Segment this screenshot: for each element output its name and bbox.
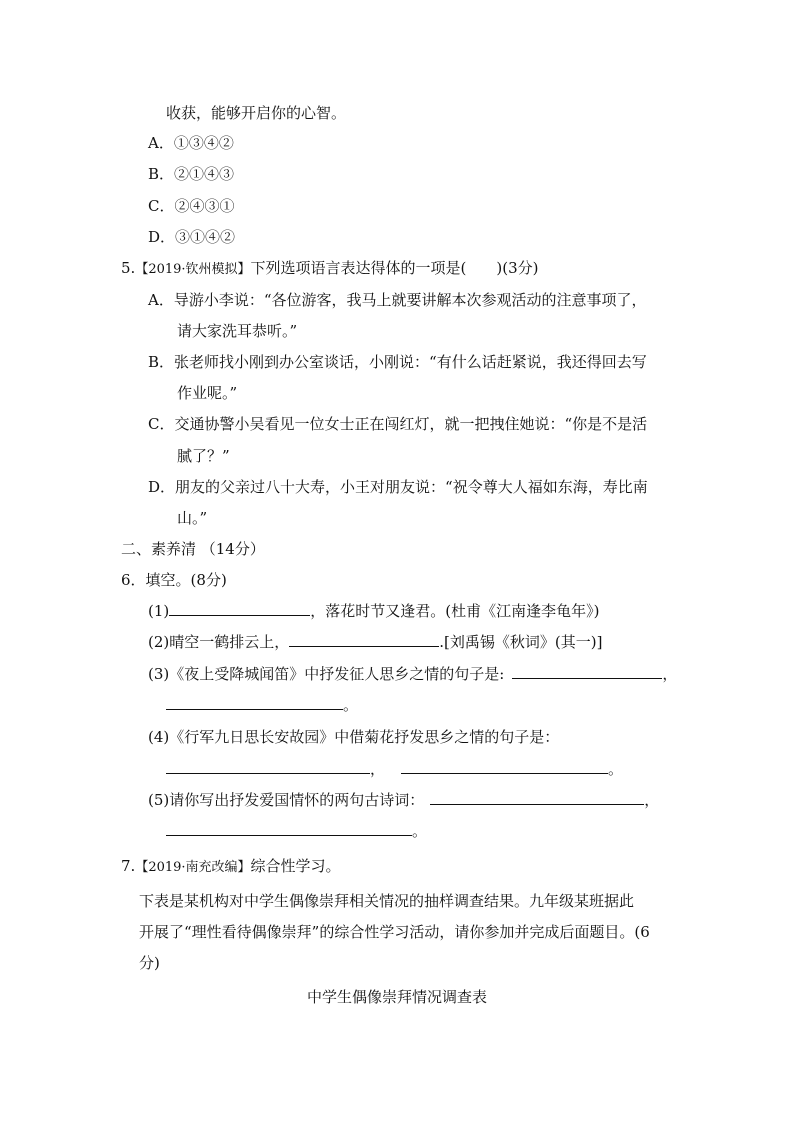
option-text: 导游小李说：“各位游客，我马上就要讲解本次参观活动的注意事项了， (173, 291, 647, 309)
option-text: ②①④③ (174, 165, 235, 183)
option-letter: C． (148, 197, 175, 215)
option-text: 交通协警小吴看见一位女士正在闯红灯，就一把拽住她说：“你是不是活 (174, 415, 648, 433)
option-letter: D． (148, 228, 176, 246)
q7-paragraph-line-1: 下表是某机构对中学生偶像崇拜相关情况的抽样调查结果。九年级某班据此 (139, 892, 635, 910)
option-letter: B． (148, 353, 175, 371)
option-text: 张老师找小刚到办公室谈话，小刚说：“有什么话赶紧说，我还得回去写 (174, 353, 647, 371)
section-heading: 二、素养清 （14分） (121, 540, 265, 558)
q6-item-2 (148, 632, 602, 652)
q5-option-b (148, 352, 647, 372)
option-letter: B． (148, 165, 175, 183)
question-6-heading: 6．填空。(8分) (121, 571, 227, 589)
answer-blank[interactable] (169, 601, 310, 616)
option-letter: C． (148, 415, 175, 433)
option-letter: A． (148, 291, 174, 309)
option-c (148, 196, 235, 216)
option-d (148, 227, 235, 247)
answer-blank[interactable] (166, 695, 343, 710)
q5-option-a-cont: 请大家洗耳恭听。” (177, 322, 298, 340)
option-letter: A． (148, 134, 174, 152)
q7-paragraph-line-3: 分) (139, 954, 160, 972)
answer-blank[interactable] (401, 759, 608, 774)
q7-paragraph-line-2: 开展了“理性看待偶像崇拜”的综合性学习活动，请你参加并完成后面题目。(6 (139, 923, 650, 941)
option-text: ③①④② (175, 228, 236, 246)
option-text: ①③④② (173, 134, 234, 152)
option-a (148, 133, 234, 153)
item-text: (5)请你写出抒发爱国情怀的两句古诗词： (148, 791, 425, 809)
answer-blank[interactable] (512, 664, 662, 679)
item-text: (2)晴空一鹤排云上， (148, 633, 290, 651)
q5-option-c-cont: 腻了？” (177, 447, 230, 465)
q6-item-5-cont (166, 821, 427, 841)
question-7-stem (121, 856, 341, 878)
q5-option-a (148, 290, 647, 310)
question-number: 5. (121, 259, 136, 277)
q6-item-1 (148, 601, 599, 621)
q6-item-3-cont (166, 695, 358, 715)
option-text: 朋友的父亲过八十大寿，小王对朋友说：“祝令尊大人福如东海，寿比南 (175, 478, 648, 496)
q6-item-4: (4)《行军九日思长安故园》中借菊花抒发思乡之情的句子是： (148, 728, 560, 746)
answer-blank[interactable] (166, 759, 370, 774)
item-text: (3)《夜上受降城闻笛》中抒发征人思乡之情的句子是: (148, 665, 505, 683)
comma: ， (662, 665, 678, 683)
question-text: 综合性学习。 (250, 857, 341, 875)
period: 。 (608, 760, 624, 778)
answer-blank[interactable] (289, 632, 439, 647)
q5-option-d (148, 477, 648, 497)
q6-item-4-cont (166, 759, 623, 779)
comma: ， (370, 760, 386, 778)
option-text: ②④③① (174, 197, 235, 215)
answer-blank[interactable] (166, 821, 412, 836)
q6-item-5 (148, 790, 659, 810)
q6-item-3 (148, 664, 677, 684)
table-title: 中学生偶像崇拜情况调查表 (306, 988, 487, 1006)
previous-question-continuation: 收获，能够开启你的心智。 (166, 104, 347, 122)
item-number: (1) (148, 602, 170, 620)
item-text: ，落花时节又逢君。(杜甫《江南逢李龟年》) (310, 602, 600, 620)
comma: ， (644, 791, 660, 809)
option-b (148, 164, 234, 184)
option-letter: D． (148, 478, 176, 496)
question-source: 【2019·钦州模拟】 (135, 262, 251, 277)
q5-option-d-cont: 山。” (177, 509, 208, 527)
question-5-stem (121, 258, 539, 280)
question-source: 【2019·南充改编】 (135, 860, 251, 875)
item-text: .[刘禹锡《秋词》(其一)] (439, 633, 603, 651)
question-text: 下列选项语言表达得体的一项是( )(3分) (250, 259, 539, 277)
q5-option-b-cont: 作业呢。” (177, 384, 238, 402)
period: 。 (343, 696, 359, 714)
q5-option-c (148, 414, 647, 434)
period: 。 (412, 822, 428, 840)
answer-blank[interactable] (430, 790, 644, 805)
question-number: 7. (121, 857, 136, 875)
